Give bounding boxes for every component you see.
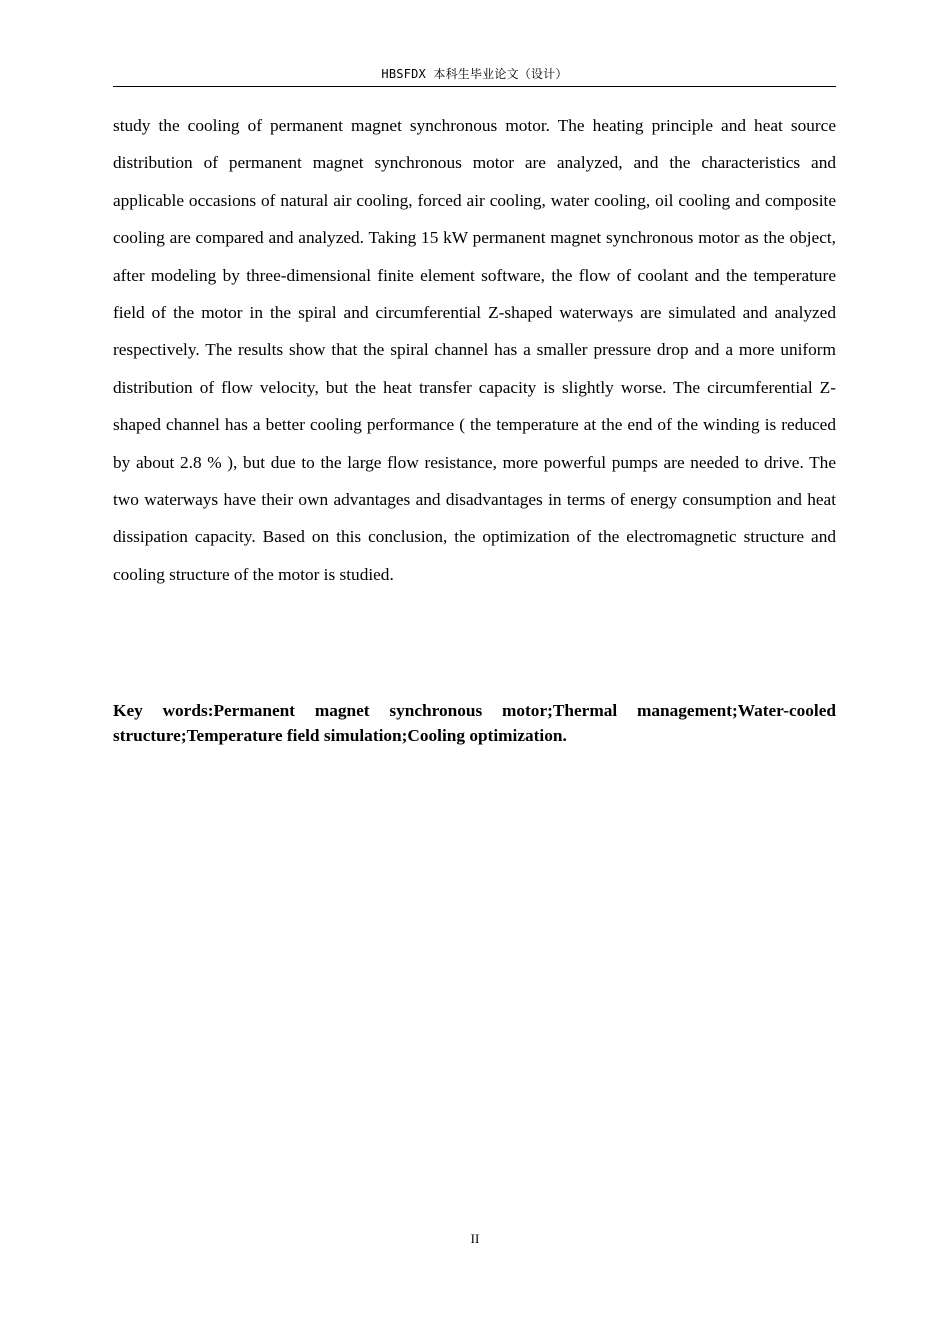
- page-number: II: [470, 1231, 480, 1246]
- page-header: HBSFDX 本科生毕业论文（设计）: [113, 62, 836, 87]
- keywords-line: Key words:Permanent magnet synchronous motor;Thermal management;Water-cooled structure;Temperature field simulation;Cooling optimization.: [113, 701, 836, 745]
- abstract-paragraph: study the cooling of permanent magnet synchronous motor. The heating principle and heat source distribution of permanent magnet synchronous motor are analyzed, and the characteristics and applicable occasions of natural air cooling, forced air cooling, water cooling, oil cooling and composite cooling are compared and analyzed. Taking 15 kW permanent magnet synchronous motor as the object, after modeling by three-dimensional finite element software, the flow of coolant and the temperature field of the motor in the spiral and circumferential Z-shaped waterways are simulated and analyzed respectively. The results show that the spiral channel has a smaller pressure drop and a more uniform distribution of flow velocity, but the heat transfer capacity is slightly worse. The circumferential Z-shaped channel has a better cooling performance ( the temperature at the end of the winding is reduced by about 2.8 % ), but due to the large flow resistance, more powerful pumps are needed to drive. The two waterways have their own advantages and disadvantages in terms of energy consumption and heat dissipation capacity. Based on this conclusion, the optimization of the electromagnetic structure and cooling structure of the motor is studied.: [113, 116, 836, 584]
